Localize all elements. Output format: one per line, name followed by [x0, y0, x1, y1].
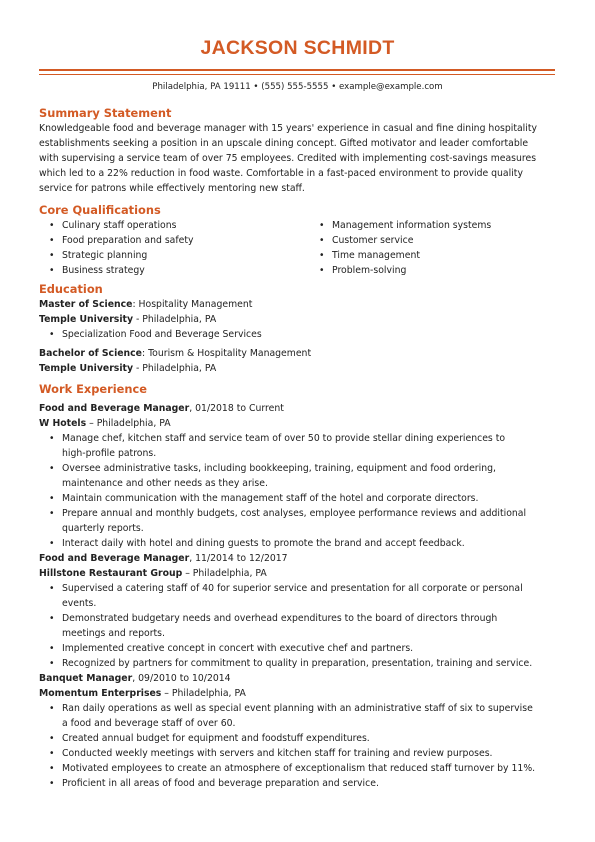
job-duties [39, 701, 557, 791]
job-entry [39, 551, 557, 671]
contact-email: example@example.com [339, 82, 443, 92]
school-location: - Philadelphia, PA [133, 314, 217, 325]
resume-body [39, 106, 557, 791]
job-duties [39, 581, 557, 671]
job-dates: , 09/2010 to 10/2014 [132, 673, 231, 684]
job-entry [39, 401, 557, 551]
duty-item: • Prepare annual and monthly budgets, cost analyses, employee performance reviews and additional quarterly reports. [49, 506, 557, 536]
degree-name: Bachelor of Science [39, 348, 142, 359]
duty-item: • Implemented creative concept in concert with executive chef and partners. [49, 641, 557, 656]
qualification-item: • Problem-solving [319, 263, 491, 278]
company-name: W Hotels [39, 418, 87, 429]
duty-item: • Created annual budget for equipment and foodstuff expenditures. [49, 731, 557, 746]
qualification-item: • Culinary staff operations [49, 218, 319, 233]
company-location: – Philadelphia, PA [182, 568, 267, 579]
job-duties [39, 431, 557, 551]
summary-line: establishments seeking a position in an upscale dining concept. Gifted motivator and leader comfortable [39, 138, 529, 149]
duty-item: • Maintain communication with the management staff of the hotel and corporate directors. [49, 491, 557, 506]
qualifications-list [39, 218, 557, 278]
qualification-item: • Customer service [319, 233, 491, 248]
education-entry [39, 297, 557, 342]
duty-item: • Recognized by partners for commitment to quality in preparation, presentation, training and service. [49, 656, 557, 671]
education-heading: Education [39, 282, 103, 296]
duty-item: • Manage chef, kitchen staff and service team of over 50 to provide stellar dining experiences to high-profile patrons. [49, 431, 557, 461]
degree-field: : Hospitality Management [132, 299, 253, 310]
school-name: Temple University [39, 363, 134, 374]
education-detail: • Specialization Food and Beverage Services [49, 327, 557, 342]
job-dates: , 11/2014 to 12/2017 [189, 553, 288, 564]
duty-item: • Demonstrated budgetary needs and overhead expenditures to the board of directors through meetings and reports. [49, 611, 557, 641]
company-name: Momentum Enterprises [39, 688, 162, 699]
duty-item: • Conducted weekly meetings with servers and kitchen staff for training and review purposes. [49, 746, 557, 761]
qualifications-left-column [39, 218, 319, 278]
duty-item: • Proficient in all areas of food and beverage preparation and service. [49, 776, 557, 791]
company-location: – Philadelphia, PA [161, 688, 246, 699]
job-dates: , 01/2018 to Current [189, 403, 284, 414]
summary-line: service for patrons while effectively mentoring new staff. [39, 183, 305, 194]
education-entry [39, 346, 557, 376]
qualification-item: • Management information systems [319, 218, 491, 233]
contact-info: Philadelphia, PA 19111 • (555) 555-5555 • example@example.com [152, 82, 443, 92]
degree-field: : Tourism & Hospitality Management [142, 348, 312, 359]
job-entry [39, 671, 557, 791]
summary-line: which led to a 22% reduction in food waste. Comfortable in a fast-paced environment to provide quality [39, 168, 523, 179]
school-location: - Philadelphia, PA [133, 363, 217, 374]
qualifications-heading: Core Qualifications [39, 203, 161, 217]
degree-name: Master of Science [39, 299, 133, 310]
duty-item: • Oversee administrative tasks, including bookkeeping, training, equipment and food ordering, maintenance and other needs as they arise. [49, 461, 557, 491]
duty-item: • Ran daily operations as well as special event planning with an administrative staff of six to supervise a food and beverage staff of over 60. [49, 701, 557, 731]
summary-heading: Summary Statement [39, 106, 172, 120]
company-location: – Philadelphia, PA [86, 418, 171, 429]
contact-location: Philadelphia, PA 19111 [152, 82, 251, 92]
job-role: Food and Beverage Manager [39, 403, 190, 414]
candidate-name: JACKSON SCHMIDT [200, 37, 395, 59]
school-name: Temple University [39, 314, 134, 325]
summary-line: with supervising a service team of over 75 employees. Credited with implementing cost-savings measures [39, 153, 537, 164]
header-rule-thick [39, 69, 555, 71]
summary-line: Knowledgeable food and beverage manager with 15 years' experience in casual and fine dining hospitality [39, 123, 537, 134]
duty-item: • Supervised a catering staff of 40 for superior service and presentation for all corporate or personal events. [49, 581, 557, 611]
duty-item: • Motivated employees to create an atmosphere of exceptionalism that reduced staff turnover by 11%. [49, 761, 557, 776]
company-name: Hillstone Restaurant Group [39, 568, 183, 579]
qualification-item: • Food preparation and safety [49, 233, 319, 248]
qualifications-right-column [319, 218, 491, 278]
summary-text [39, 121, 557, 196]
duty-item: • Interact daily with hotel and dining guests to promote the brand and accept feedback. [49, 536, 557, 551]
experience-heading: Work Experience [39, 382, 147, 396]
qualification-item: • Business strategy [49, 263, 319, 278]
contact-phone: (555) 555-5555 [261, 82, 329, 92]
job-role: Banquet Manager [39, 673, 133, 684]
job-role: Food and Beverage Manager [39, 553, 190, 564]
header-rule-thin [39, 74, 555, 75]
qualification-item: • Strategic planning [49, 248, 319, 263]
qualification-item: • Time management [319, 248, 491, 263]
